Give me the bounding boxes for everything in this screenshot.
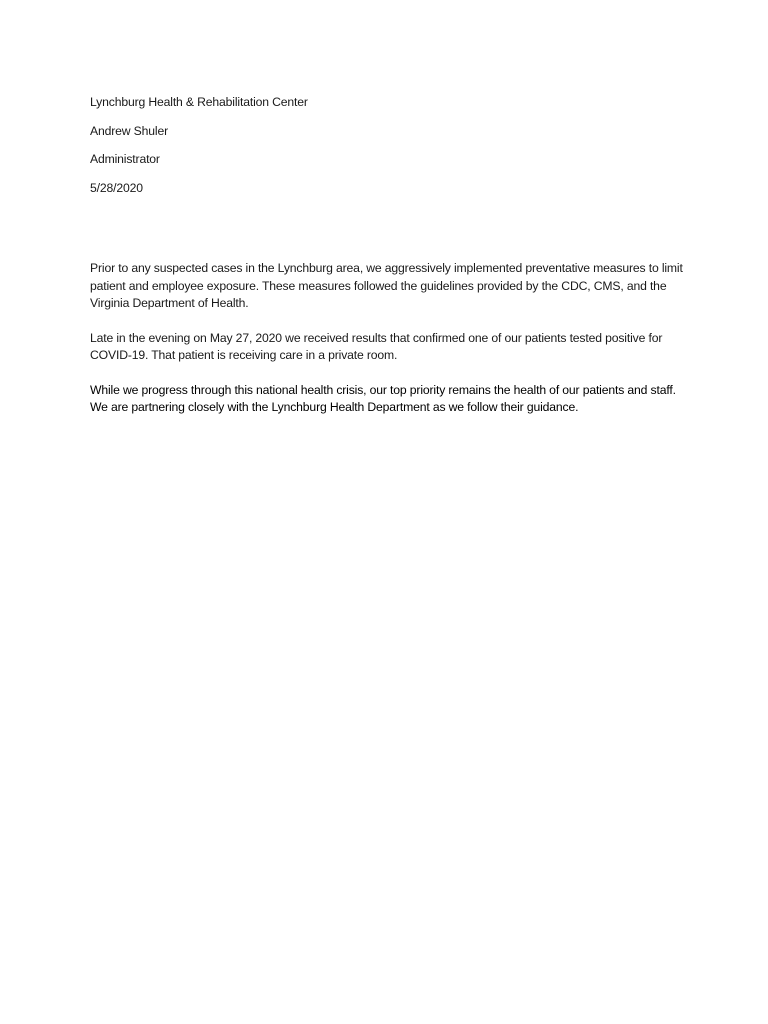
letter-date: 5/28/2020	[90, 180, 143, 195]
letter-body	[90, 94, 685, 434]
signer-title: Administrator	[90, 152, 160, 166]
signer-name: Andrew Shuler	[90, 123, 168, 138]
organization-name: Lynchburg Health & Rehabilitation Center	[90, 95, 308, 109]
paragraph-positive-case: Late in the evening on May 27, 2020 we received results that confirmed one of our patients tested positive for COVID-19. That patient is receiving care in a private room.	[90, 330, 663, 362]
paragraph-preventative-measures: Prior to any suspected cases in the Lynchburg area, we aggressively implemented preventative measures to limit patient and employee exposure. These measures followed the guidelines provided by the CDC, CMS, and the Virginia Department of Health.	[90, 261, 683, 310]
paragraph-priority-statement: While we progress through this national health crisis, our top priority remains the health of our patients and staff. We are partnering closely with the Lynchburg Health Department as we follow their guidance.	[90, 382, 676, 414]
header-spacer	[90, 197, 685, 260]
